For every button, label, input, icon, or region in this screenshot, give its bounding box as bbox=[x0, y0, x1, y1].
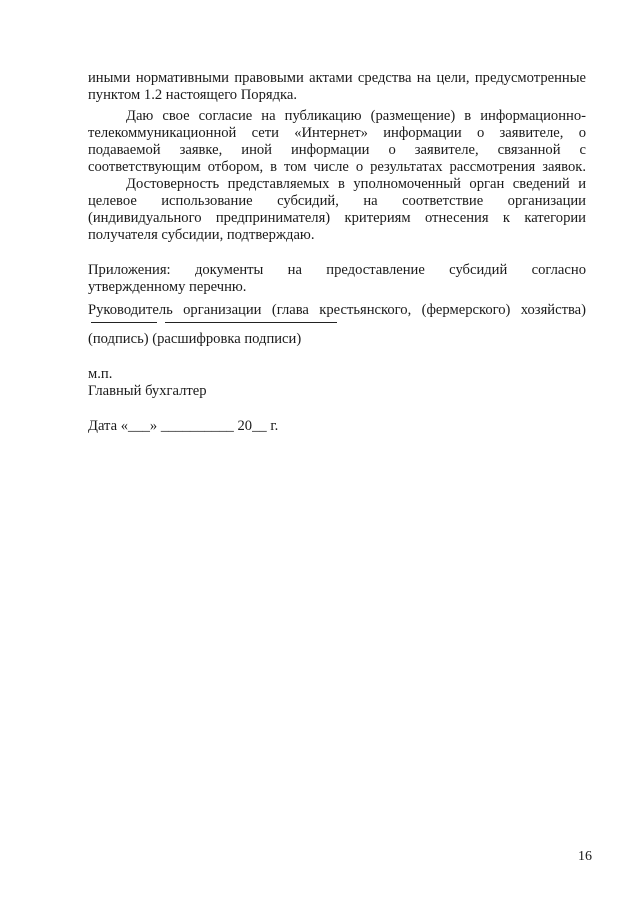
signature-line bbox=[91, 322, 157, 323]
text-line: соответствующим отбором, в том числе о результатах рассмотрения заявок. bbox=[88, 159, 586, 175]
text-line: телекоммуникационной сети «Интернет» информации о заявителе, о bbox=[88, 125, 586, 141]
text-line: подаваемой заявке, иной информации о заявителе, связанной с bbox=[88, 142, 586, 158]
text-line: Достоверность представляемых в уполномоченный орган сведений и bbox=[126, 176, 586, 192]
text-line: пунктом 1.2 настоящего Порядка. bbox=[88, 87, 298, 103]
page-number: 16 bbox=[578, 849, 592, 864]
signature-decoding-line bbox=[165, 322, 337, 323]
text-line: целевое использование субсидий, на соответствие организации bbox=[88, 193, 586, 209]
text-line: Даю свое согласие на публикацию (размещение) в информационно- bbox=[126, 108, 586, 124]
paragraph-continuation bbox=[88, 70, 586, 104]
text-line: утвержденному перечню. bbox=[88, 279, 247, 295]
text-line: Руководитель организации (глава крестьянского, (фермерского) хозяйства) bbox=[88, 302, 586, 318]
paragraph-reliability bbox=[88, 176, 586, 244]
text-line: получателя субсидии, подтверждаю. bbox=[88, 227, 315, 243]
signature-caption: (подпись) (расшифровка подписи) bbox=[88, 331, 302, 347]
date-line: Дата «___» __________ 20__ г. bbox=[88, 418, 279, 434]
text-line: Приложения: документы на предоставление субсидий согласно bbox=[88, 262, 586, 278]
text-line: (индивидуального предпринимателя) критериям отнесения к категории bbox=[88, 210, 586, 226]
signature-lines bbox=[91, 312, 341, 326]
paragraph-attachments bbox=[88, 262, 586, 319]
paragraph-consent bbox=[88, 108, 586, 176]
chief-accountant-label: Главный бухгалтер bbox=[88, 383, 207, 399]
text-line: иными нормативными правовыми актами средства на цели, предусмотренные bbox=[88, 70, 586, 86]
stamp-place: м.п. bbox=[88, 366, 113, 382]
